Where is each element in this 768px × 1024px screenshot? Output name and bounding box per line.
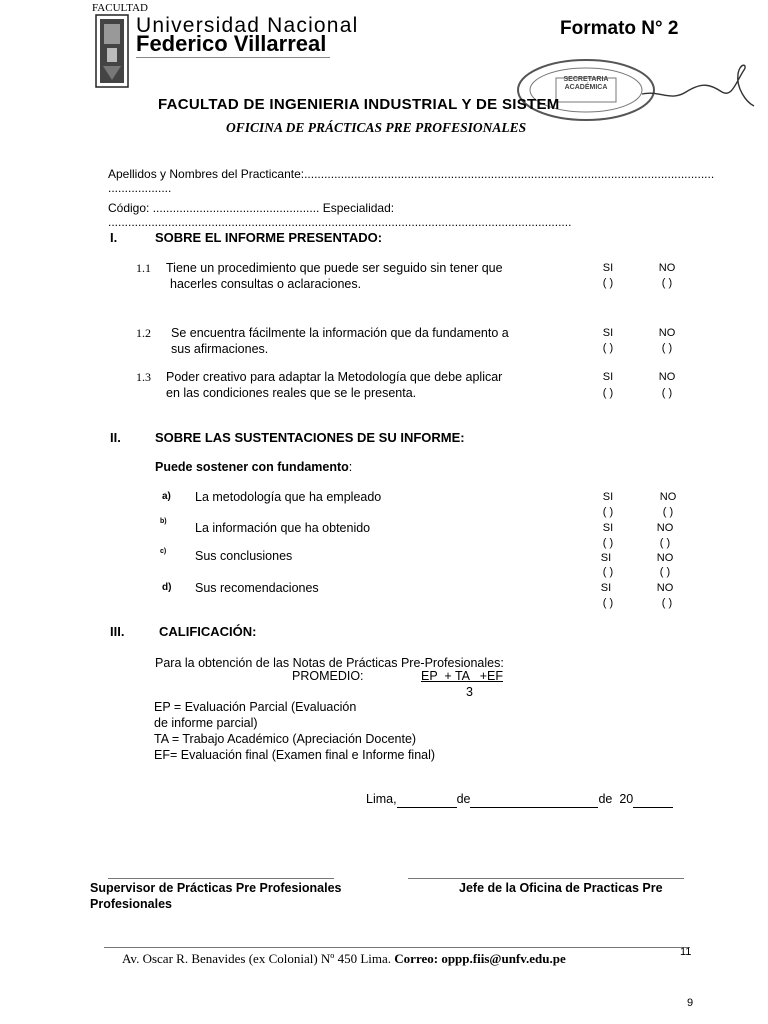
item-c-letter: c) xyxy=(160,548,167,555)
item-a-letter: a) xyxy=(162,491,171,502)
item-b-letter: b) xyxy=(160,518,167,525)
item-1-1-line2: hacerles consultas o aclaraciones. xyxy=(170,277,362,291)
date-month-blank[interactable] xyxy=(470,791,598,808)
date-year-blank[interactable] xyxy=(633,791,673,808)
formula-numerator: EP + TA +EF xyxy=(421,669,503,683)
supervisor-line1: Supervisor de Prácticas Pre Profesionales xyxy=(90,881,342,895)
university-name-line1: Universidad Nacional xyxy=(136,14,359,37)
item-1-3-yes-label: SI xyxy=(602,371,614,383)
section-1-number: I. xyxy=(110,230,118,245)
item-d-text: Sus recomendaciones xyxy=(195,581,319,595)
supervisor-line2: Profesionales xyxy=(90,897,172,911)
footer-address xyxy=(122,951,566,967)
item-a-text: La metodología que ha empleado xyxy=(195,490,382,504)
university-name-line2: Federico Villarreal xyxy=(136,31,327,56)
section-2-subtitle xyxy=(155,460,352,474)
definition-ep-line2: de informe parcial) xyxy=(154,716,258,730)
section-2-subtitle-text: Puede sostener con fundamento xyxy=(155,460,349,474)
item-1-2-no-checkbox[interactable]: ( ) xyxy=(661,342,673,354)
date-lima: Lima, xyxy=(366,792,397,806)
item-1-1-text xyxy=(166,260,546,292)
item-1-2-yes-label: SI xyxy=(602,327,614,339)
footer-rule xyxy=(104,947,690,948)
promedio-label: PROMEDIO: xyxy=(292,669,364,683)
item-1-1-yes-checkbox[interactable]: ( ) xyxy=(602,277,614,289)
supervisor-label xyxy=(90,880,342,912)
handwritten-signature xyxy=(640,62,760,112)
form-number: Formato N° 2 xyxy=(560,18,679,39)
footer-email: Correo: oppp.fiis@unfv.edu.pe xyxy=(394,951,566,966)
university-crest-icon xyxy=(95,14,129,88)
item-1-3-number: 1.3 xyxy=(136,370,151,384)
university-underline xyxy=(136,57,330,58)
faculty-top-label: FACULTAD xyxy=(92,2,148,14)
date-de-2: de 20 xyxy=(598,792,634,806)
item-c-yes-label: SI xyxy=(600,552,612,564)
item-1-3-no-checkbox[interactable]: ( ) xyxy=(661,387,673,399)
office-title: OFICINA DE PRÁCTICAS PRE PROFESIONALES xyxy=(226,120,527,135)
date-day-blank[interactable] xyxy=(397,791,457,808)
date-line xyxy=(366,791,673,808)
supervisor-signature-line xyxy=(108,878,334,879)
section-2-subtitle-colon: : xyxy=(348,460,353,474)
section-2-number: II. xyxy=(110,430,121,445)
item-c-text: Sus conclusiones xyxy=(195,549,293,563)
item-a-yes-label: SI xyxy=(602,491,614,503)
item-b-yes-checkbox[interactable]: ( ) xyxy=(602,537,614,549)
jefe-label: Jefe de la Oficina de Practicas Pre xyxy=(459,881,663,895)
item-1-2-number: 1.2 xyxy=(136,326,151,340)
jefe-signature-line xyxy=(408,878,684,879)
item-b-no-checkbox[interactable]: ( ) xyxy=(659,537,671,549)
footer-page-outer: 9 xyxy=(687,997,694,1009)
item-b-yes-label: SI xyxy=(602,522,614,534)
item-1-2-yes-checkbox[interactable]: ( ) xyxy=(602,342,614,354)
item-1-1-line1: Tiene un procedimiento que puede ser seguido sin tener que xyxy=(166,261,503,275)
section-3-title: CALIFICACIÓN: xyxy=(159,624,257,639)
item-d-yes-checkbox[interactable]: ( ) xyxy=(602,597,614,609)
footer-address-text: Av. Oscar R. Benavides (ex Colonial) Nº 450 Lima. xyxy=(122,951,392,966)
footer-page-inner: 11 xyxy=(680,946,692,958)
item-1-2-line2: sus afirmaciones. xyxy=(171,342,269,356)
definition-ep xyxy=(154,699,435,763)
date-de-1: de xyxy=(456,792,471,806)
item-b-no-label: NO xyxy=(656,522,674,534)
item-1-3-no-label: NO xyxy=(658,371,676,383)
item-1-3-yes-checkbox[interactable]: ( ) xyxy=(602,387,614,399)
grading-intro: Para la obtención de las Notas de Prácticas Pre-Profesionales: xyxy=(155,656,504,670)
formula-denominator: 3 xyxy=(466,685,473,699)
item-1-1-yes-label: SI xyxy=(602,262,614,274)
section-2-title: SOBRE LAS SUSTENTACIONES DE SU INFORME: xyxy=(155,430,465,445)
faculty-title: FACULTAD DE INGENIERIA INDUSTRIAL Y DE SISTEM xyxy=(158,96,560,113)
item-1-2-line1: Se encuentra fácilmente la información que da fundamento a xyxy=(171,326,509,340)
item-d-no-checkbox[interactable]: ( ) xyxy=(661,597,673,609)
item-1-2-text xyxy=(171,325,546,357)
item-d-yes-label: SI xyxy=(600,582,612,594)
item-a-no-checkbox[interactable]: ( ) xyxy=(662,506,674,518)
definition-ep-line1: EP = Evaluación Parcial (Evaluación xyxy=(154,700,357,714)
item-1-2-no-label: NO xyxy=(658,327,676,339)
item-1-1-no-label: NO xyxy=(658,262,676,274)
item-c-yes-checkbox[interactable]: ( ) xyxy=(602,566,614,578)
student-name-field: Apellidos y Nombres del Practicante:........................................................................................................................... ................... xyxy=(108,167,715,195)
definition-ef: EF= Evaluación final (Examen final e Informe final) xyxy=(154,748,436,762)
stamp-text: SECRETARIA ACADÉMICA xyxy=(563,76,609,91)
item-d-letter: d) xyxy=(162,582,172,593)
item-1-3-line2: en las condiciones reales que se le presenta. xyxy=(166,386,417,400)
item-b-text: La información que ha obtenido xyxy=(195,521,371,535)
item-1-1-no-checkbox[interactable]: ( ) xyxy=(661,277,673,289)
code-specialty-field: Código: .................................................. Especialidad: ........................................................................................................................................... xyxy=(108,201,572,229)
item-1-3-text xyxy=(166,369,546,401)
item-a-no-label: NO xyxy=(659,491,677,503)
item-1-3-line1: Poder creativo para adaptar la Metodología que debe aplicar xyxy=(166,370,503,384)
item-c-no-checkbox[interactable]: ( ) xyxy=(659,566,671,578)
section-1-title: SOBRE EL INFORME PRESENTADO: xyxy=(155,230,383,245)
item-d-no-label: NO xyxy=(656,582,674,594)
definition-ta: TA = Trabajo Académico (Apreciación Docente) xyxy=(154,732,417,746)
item-1-1-number: 1.1 xyxy=(136,261,151,275)
section-3-number: III. xyxy=(110,624,125,639)
item-a-yes-checkbox[interactable]: ( ) xyxy=(602,506,614,518)
item-c-no-label: NO xyxy=(656,552,674,564)
